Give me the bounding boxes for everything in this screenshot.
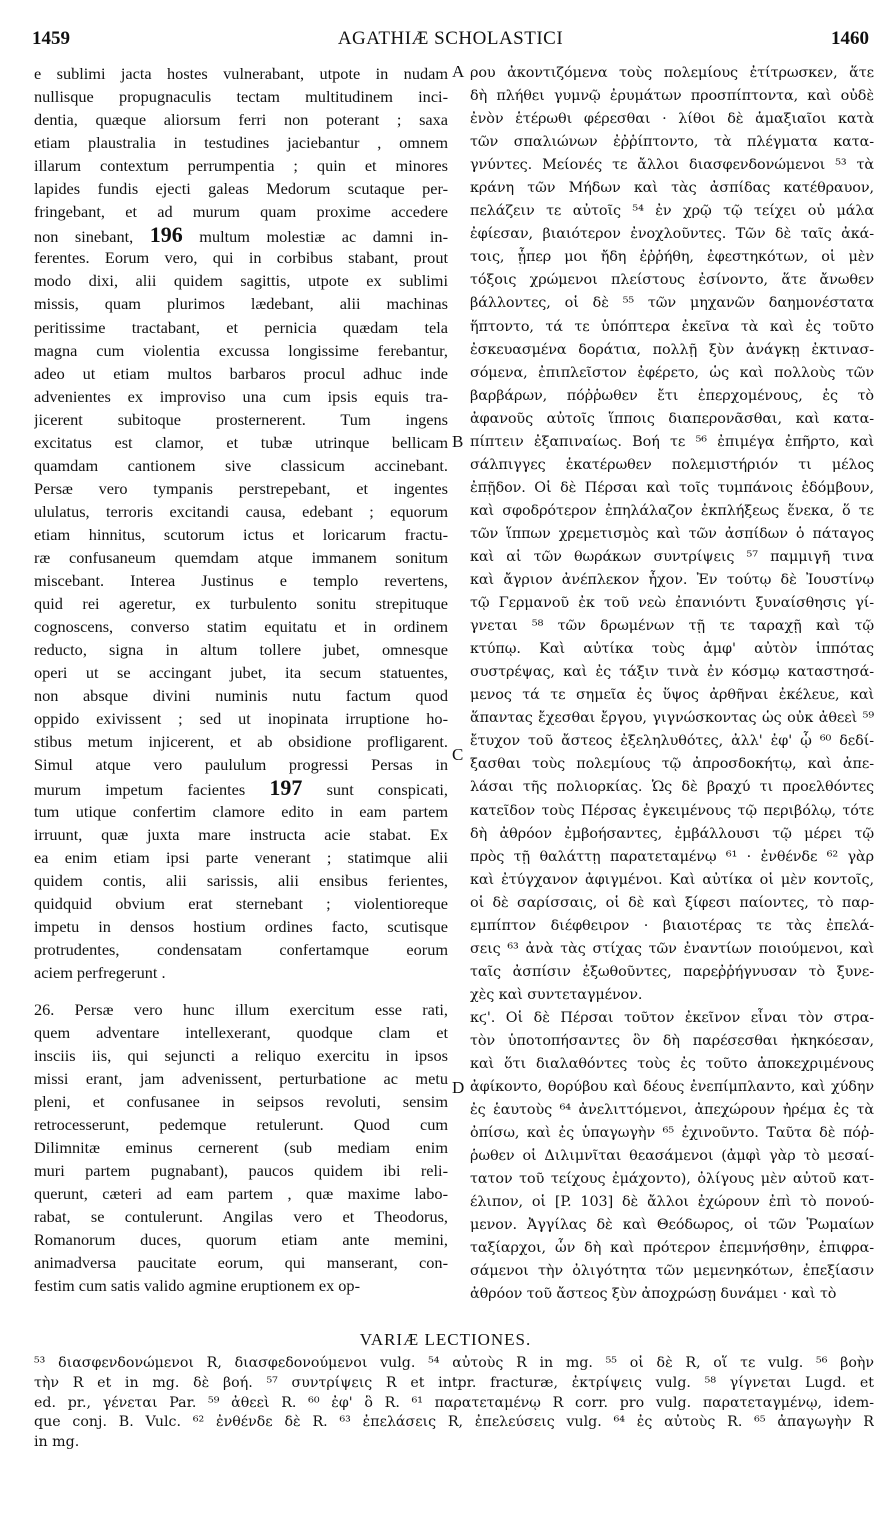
greek-line: γνεται ⁵⁸ τῶν δρωμένων τῇ τε ταραχῇ καὶ τῷ: [470, 618, 874, 635]
latin-line: fringebant, et ad murum quam proxime accedere: [34, 202, 448, 222]
marginal-page-number: 196: [149, 223, 183, 247]
greek-line: δὴ ἀθρόον ἐμβοήσαντες, ἐμβάλλουσι τῷ μέρει τῷ: [470, 825, 874, 842]
latin-text: multum molestiæ ac damni in-: [182, 227, 448, 247]
latin-line: lapides fundis ejecti galeas Medorum scutaque per-: [34, 179, 448, 199]
latin-line: Dilimnitæ eminus cernerent (sub mediam enim: [34, 1138, 448, 1158]
greek-line: καὶ σφοδρότερον ἐπηλάλαζον ἐκπλήξεως ἕνεκα, ὅ τε: [470, 502, 874, 519]
latin-line: [34, 223, 448, 246]
greek-line: τῷ Γερμανοῦ ἐκ τοῦ νεὼ ἐπανιόντι ξυναίσθησις γί-: [470, 595, 874, 612]
margin-letter-a: A: [452, 62, 465, 81]
greek-line: χὲς καὶ συντεταγμένον.: [470, 986, 643, 1003]
latin-line: jicerent subitoque prosternerent. Tum ingens: [34, 409, 448, 429]
right-page-number: 1460: [831, 28, 869, 49]
greek-line: ἀφίκοντο, θορύβου καὶ δέους ἐνεπίμπλαντο, καὶ χύδην: [470, 1079, 874, 1096]
greek-line: τόξοις χρώμενοι πλείστους ἐσίνοντο, ἅτε ἄνωθεν: [470, 272, 874, 289]
greek-line: ταξίαρχοι, ὧν δὴ καὶ πρότερον ἐπεμνήσθην, ἐπιφρα-: [470, 1240, 874, 1257]
latin-line: oppido exivissent ; sed ut inopinata irruptione ho-: [34, 709, 448, 729]
latin-line: illarum contextum perrumpentia ; quin et minores: [34, 156, 448, 176]
latin-line: non absque divini numinis nutu factum quod: [34, 686, 448, 706]
latin-line: impetu in densos hostium ordines facto, scutisque: [34, 916, 448, 936]
paragraph-gap: [34, 984, 448, 998]
latin-line: nullisque propugnaculis tectam multitudinem inci-: [34, 87, 448, 107]
latin-line: 26. Persæ vero hunc illum exercitum esse rati,: [34, 999, 448, 1019]
greek-line: σάλπιγγες ἑκατέρωθεν πολεμιστήριόν τι μέλος: [470, 456, 874, 473]
greek-line: κτύπῳ. Καὶ αὐτίκα τοὺς ἀμφ' αὐτὸν ἱππότας: [470, 641, 874, 658]
latin-line: aciem perfregerunt .: [34, 962, 166, 982]
latin-line: cognoscens, converso statim equitatu et in ordinem: [34, 617, 448, 637]
greek-line: τοις, ᾗπερ μοι ἤδη ἐῤῥήθη, ἐφεστηκότων, οἱ μὲν: [470, 249, 874, 266]
greek-column: [470, 62, 874, 1307]
greek-line: ἐνὸν ἑτέρωθι φέρεσθαι · λίθοι δὲ ἁμαξιαῖοι κατὰ: [470, 111, 874, 128]
latin-text: non sinebant,: [34, 227, 150, 247]
greek-line: ταῖς ἀσπίσιν ἐξωθοῦντες, παρεῤῥήγνυσαν τὸ ξυνε-: [470, 963, 874, 980]
margin-letter-d: D: [452, 1078, 465, 1097]
greek-line: συστρέψας, καὶ ἐς τάξιν τινὰ ἐν κόσμῳ καταστησά-: [470, 664, 874, 681]
latin-line: miscebant. Interea Justinus e templo revertens,: [34, 571, 448, 591]
left-page-number: 1459: [32, 28, 70, 49]
greek-line: σεις ⁶³ ἀνὰ τὰς στίχας τῶν ἐναντίων ποιούμενοι, καὶ: [470, 940, 874, 957]
greek-line: καὶ αἱ τῶν θωράκων συντρίψεις ⁵⁷ παμμιγῆ τινα: [470, 548, 874, 565]
latin-line: ferentes. Eorum vero, qui in corbibus stabant, prout: [34, 248, 448, 268]
greek-line: τῶν σπαλιώνων ἐῤῥίπτοντο, τὰ πλέγματα κατα-: [470, 134, 874, 151]
latin-line: reducto, signa in altum tollere jubet, omnesque: [34, 640, 448, 660]
latin-line: quem adventare intellexerant, quodque clam et: [34, 1022, 448, 1042]
greek-line: οἱ δὲ σαρίσσαις, οἱ δὲ καὶ ξίφεσι παίοντες, τὸ παρ-: [470, 894, 874, 911]
greek-line: ρου ἀκοντιζόμενα τοὺς πολεμίους ἐτίτρωσκεν, ἅτε: [470, 65, 874, 81]
latin-column: [34, 62, 448, 1297]
greek-line: ἐσκευασμένα δοράτια, πολλῇ ξὺν ἀνάγκῃ ἐκτινασ-: [470, 341, 874, 358]
greek-line: γνύντες. Μείονές τε ἄλλοι διασφενδονώμενοι ⁵³ τὰ: [470, 157, 874, 174]
greek-line: κατεῖδον τοὺς Πέρσας ἐγκειμένους τῷ περιβόλῳ, τότε: [470, 802, 874, 819]
greek-line: ἐφίεσαν, βιαιότερον ἐνοχλοῦντες. Τῶν δὲ ταῖς ἀκά-: [470, 226, 874, 243]
latin-line: protrudentes, condensatam confertamque eorum: [34, 939, 448, 959]
running-title: AGATHIÆ SCHOLASTICI: [337, 28, 564, 49]
latin-line: stibus metum injicerent, et ab obsidione profligarent.: [34, 732, 448, 752]
latin-line: missis, quam plurimos lædebant, alii machinas: [34, 294, 448, 314]
apparatus-notes: [34, 1354, 874, 1453]
latin-line: insciis iis, qui sejuncti a reliquo exercitu in ipsos: [34, 1045, 448, 1065]
latin-line: ræ confusaneum quemdam atque immanem sonitum: [34, 547, 448, 567]
greek-line: δὴ πλήθει γυμνῷ ἐρυμάτων προσπίπτοντα, καὶ οὐδὲ: [470, 88, 874, 105]
latin-line: ea enim etiam ipsi parte venerant ; statimque alii: [34, 847, 448, 867]
latin-line: operi ut se accingant jubet, ita secum statuentes,: [34, 663, 448, 683]
note-line: que conj. B. Vulc. ⁶² ἐνθένδε δὲ R. ⁶³ ἐπελάσεις R, ἐπελεύσεις vulg. ⁶⁴ ἐς αὐτοὺς R. ⁶⁵ ἀπαγωγὴν R: [34, 1414, 874, 1431]
latin-line: magna cum violentia excussa longissime ferebantur,: [34, 340, 448, 360]
latin-line: rabat, se contulerunt. Angilas vero et Theodorus,: [34, 1207, 448, 1227]
latin-line: etiam hinnitus, scutorum ictus et loricarum fractu-: [34, 524, 448, 544]
latin-line: dentia, quæque aliorsum ferri non poterant ; saxa: [34, 110, 448, 130]
note-line: τὴν R et in mg. δὲ βοή. ⁵⁷ συντρίψεις R et intpr. fracturæ, ἐκτρίψεις vulg. ⁵⁸ γίγνεται Lugd. et: [34, 1374, 874, 1391]
latin-line: Simul atque vero paululum progressi Persas in: [34, 755, 448, 775]
greek-line: πρὸς τῇ θαλάττῃ παρατεταμένῳ ⁶¹ · ἐνθένδε ⁶² γὰρ: [470, 848, 874, 865]
greek-line: ῥωθεν οἱ Διλιμνῖται θεασάμενοι (ἀμφὶ γὰρ τὸ μεσαί-: [470, 1148, 874, 1165]
greek-line: τὸν ὑποτοπήσαντες ὃν δὴ παρέσεσθαι ἠκηκόεσαν,: [470, 1032, 874, 1049]
latin-line: adeo ut etiam multos barbaros procul adhuc inde: [34, 363, 448, 383]
note-line: in mg.: [34, 1434, 80, 1451]
greek-line: τῶν ἵππων χρεμετισμὸς καὶ τῶν ἀσπίδων ὁ πάταγος: [470, 525, 874, 542]
latin-line: quamdam cantionem sive classicum accinebant.: [34, 455, 448, 475]
greek-line: ἥπτοντο, τά τε ὑπόπτερα ἐκεῖνα τὰ καὶ ἐς τοῦτο: [470, 318, 874, 335]
latin-line: Persæ vero tympanis perstrepebant, et ingentes: [34, 478, 448, 498]
greek-line: καὶ ἄγριον ἀνέπλεκον ἦχον. Ἐν τούτῳ δὲ Ἰουστίνῳ: [470, 572, 874, 589]
latin-line: peritissime tractabant, et pernicia quædam tela: [34, 317, 448, 337]
greek-line: ἀθρόον τοῦ ἄστεος ξὺν ἀποχρώσῃ δυνάμει · καὶ τὸ: [470, 1286, 837, 1303]
greek-line: ἀφανοῦς αὐτοῖς ἵπποις διαπερονᾶσθαι, καὶ κατα-: [470, 410, 874, 427]
greek-line: εμπίπτον διέφθειρον · βιαιοτέρας τε τὰς ἐπελά-: [470, 917, 874, 934]
latin-line: quidem contis, alii sarissis, alii ensibus ferientes,: [34, 870, 448, 890]
latin-line: muri partem pugnabant), paucos quidem ibi reli-: [34, 1161, 448, 1181]
note-line: ed. pr., γένεται Par. ⁵⁹ ἀθεεὶ R. ⁶⁰ ἐφ' ὃ R. ⁶¹ παρατεταμένῳ R corr. pro vulg. παρατεταγμένῳ, idem-: [34, 1394, 874, 1411]
latin-line: modo dixi, alii quidem sagittis, utpote ex sublimi: [34, 271, 448, 291]
greek-line: έλιπον, οἱ [P. 103] δὲ ἄλλοι ἐχώρουν ἐπὶ τὸ πονού-: [470, 1194, 874, 1211]
marginal-page-number: 197: [269, 776, 303, 800]
latin-line: missi erant, jam advenissent, perturbatione ac metu: [34, 1069, 448, 1089]
greek-line: βάλλοντες, οἱ δὲ ⁵⁵ τῶν μηχανῶν δαημονέστατα: [470, 295, 874, 312]
latin-line: etiam plaustralia in testudines jaciebantur , omnem: [34, 133, 448, 153]
greek-line: ἐς ἑαυτοὺς ⁶⁴ ἀνελιττόμενοι, ἀπεχώρουν ἠρέμα ἐς τὰ: [470, 1102, 874, 1119]
greek-line: κϛ'. Οἱ δὲ Πέρσαι τοῦτον ἐκεῖνον εἶναι τὸν στρα-: [470, 1009, 874, 1026]
greek-line: ὀπίσω, καὶ ἐς ὑπαγωγὴν ⁶⁵ ἐχινοῦντο. Ταῦτα δὲ πόῤ-: [470, 1125, 874, 1142]
greek-line: καὶ ἐτύγχανον ἀφιγμένοι. Καὶ αὐτίκα οἱ μὲν κοντοῖς,: [470, 871, 874, 888]
greek-line: κράνη τῶν Μήδων καὶ τὰς ἀσπίδας κατέθραυον,: [470, 180, 874, 197]
latin-line: festim cum satis valido agmine eruptionem ex op-: [34, 1276, 360, 1296]
greek-line: ἔτυχον τοῦ ἄστεος ἐξεληλυθότες, ἀλλ' ἐφ' ᾧ ⁶⁰ δεδί-: [470, 733, 874, 750]
variae-lectiones-title: VARIÆ LECTIONES.: [359, 1330, 532, 1349]
latin-line: advenientes ex improviso una cum ipsis equis tra-: [34, 386, 448, 406]
latin-line: Romanorum duces, quorum etiam ante memini,: [34, 1230, 448, 1250]
greek-line: σόμενα, ἐπιπλεῖστον ἐφέρετο, ὡς καὶ πολλοὺς τῶν: [470, 364, 874, 381]
latin-line: irruunt, quæ juxta mare instructa acie stabat. Ex: [34, 824, 448, 844]
latin-text: murum impetum facientes: [34, 780, 270, 800]
greek-line: ἐπῇδον. Οἱ δὲ Πέρσαι καὶ τοῖς τυμπάνοις ἐδόμβουν,: [470, 479, 874, 496]
latin-line: pleni, et confusanee in seipsos revoluti, sensim: [34, 1092, 448, 1112]
latin-line: excitatus est clamor, et tubæ utrinque bellicam: [34, 432, 448, 452]
greek-line: καὶ ὅτι διαλαθόντες τοὺς ἐς τοῦτο ἀποκεχριμένους: [470, 1056, 874, 1073]
margin-letter-b: B: [452, 432, 464, 451]
latin-line: quid rei ageretur, ex turbulento sonitu strepituque: [34, 594, 448, 614]
latin-line: e sublimi jacta hostes vulnerabant, utpote in nudam: [34, 64, 448, 83]
greek-line: μενος τά τε σημεῖα ἐς ὕψος ἀρθῆναι ἐκέλευε, καὶ: [470, 687, 874, 704]
greek-line: πίπτειν ἐξαπιναίως. Βοή τε ⁵⁶ ἐπιμέγα ἐπῆρτο, καὶ: [470, 433, 874, 450]
greek-line: ἅπαντας ἔχεσθαι ἔργου, γιγνώσκοντας ὡς οὐκ ἀθεεὶ ⁵⁹: [470, 710, 874, 727]
greek-line: τατον τοῦ τείχους ἐμάχοντο), ὀλίγους μὲν αὐτοῦ κατ-: [470, 1171, 874, 1188]
running-header: [32, 28, 869, 58]
latin-line: [34, 776, 448, 799]
latin-line: animadversa paucitate eorum, qui manserant, con-: [34, 1253, 448, 1273]
latin-line: querunt, cæteri ad eam partem , quæ maxime labo-: [34, 1184, 448, 1204]
greek-line: λάσαι τῆς πολιορκίας. Ὡς δὲ βραχύ τι προελθόντες: [470, 779, 874, 796]
greek-line: σάμενοι τὴν ὀλιγότητα τῶν μεμενηκότων, ἐπεξίασιν: [470, 1263, 874, 1280]
latin-line: tum utique confertim clamore edito in eam partem: [34, 801, 448, 821]
latin-line: retrocesserunt, pedemque retulerunt. Quod cum: [34, 1115, 448, 1135]
latin-text: sunt conspicati,: [302, 780, 448, 800]
greek-line: ξασθαι τοὺς πολεμίους τῷ ἀπροσδοκήτῳ, καὶ ἀπε-: [470, 756, 874, 773]
latin-line: ululatus, terroris excitandi causa, edebant ; equorum: [34, 501, 448, 521]
note-line: ⁵³ διασφενδονώμενοι R, διασφεδονούμενοι vulg. ⁵⁴ αὐτοὺς R in mg. ⁵⁵ οἱ δὲ R, οἵ τε vulg. ⁵⁶ βοὴν: [34, 1355, 874, 1371]
margin-letter-c: C: [452, 745, 464, 764]
latin-line: quidquid obvium erat sternebant ; violentioreque: [34, 893, 448, 913]
greek-line: βαρβάρων, πόῤῥωθεν ἔτι ἐπερχομένους, ἐς τὸ: [470, 387, 874, 404]
greek-line: μενον. Ἀγγίλας δὲ καὶ Θεόδωρος, οἱ τῶν Ῥωμαίων: [470, 1217, 874, 1234]
greek-line: πελάζειν τε αὐτοῖς ⁵⁴ ἐν χρῷ τῷ τείχει οὐ μάλα: [470, 203, 874, 220]
